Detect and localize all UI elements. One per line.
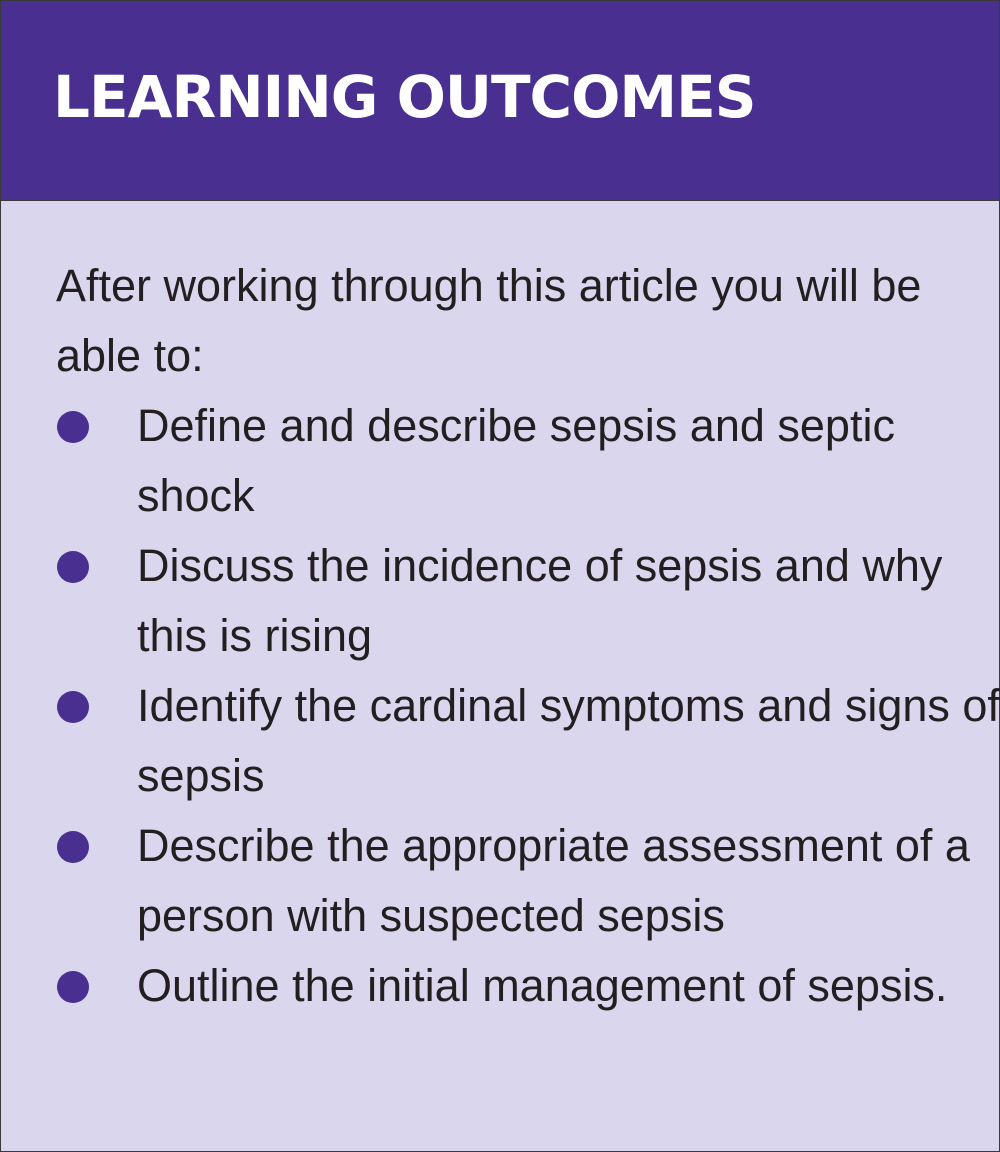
outcome-text: Discuss the incidence of sepsis and why this is rising xyxy=(137,540,943,661)
list-item xyxy=(1,951,1000,1021)
outcomes-list xyxy=(1,391,1000,1021)
outcome-text: Outline the initial management of sepsis. xyxy=(137,960,948,1011)
bullet-icon xyxy=(57,411,89,443)
outcome-text: Identify the cardinal symptoms and signs of sepsis xyxy=(137,680,1000,801)
panel-title: LEARNING OUTCOMES xyxy=(53,63,756,131)
list-item xyxy=(1,811,1000,951)
outcome-text: Describe the appropriate assessment of a person with suspected sepsis xyxy=(137,820,970,941)
list-item xyxy=(1,671,1000,811)
bullet-icon xyxy=(57,971,89,1003)
panel-header xyxy=(1,1,999,201)
bullet-icon xyxy=(57,691,89,723)
bullet-icon xyxy=(57,831,89,863)
outcome-text: Define and describe sepsis and septic shock xyxy=(137,400,895,521)
list-item xyxy=(1,391,1000,531)
bullet-icon xyxy=(57,551,89,583)
list-item xyxy=(1,531,1000,671)
intro-text: After working through this article you will be able to: xyxy=(56,260,922,381)
